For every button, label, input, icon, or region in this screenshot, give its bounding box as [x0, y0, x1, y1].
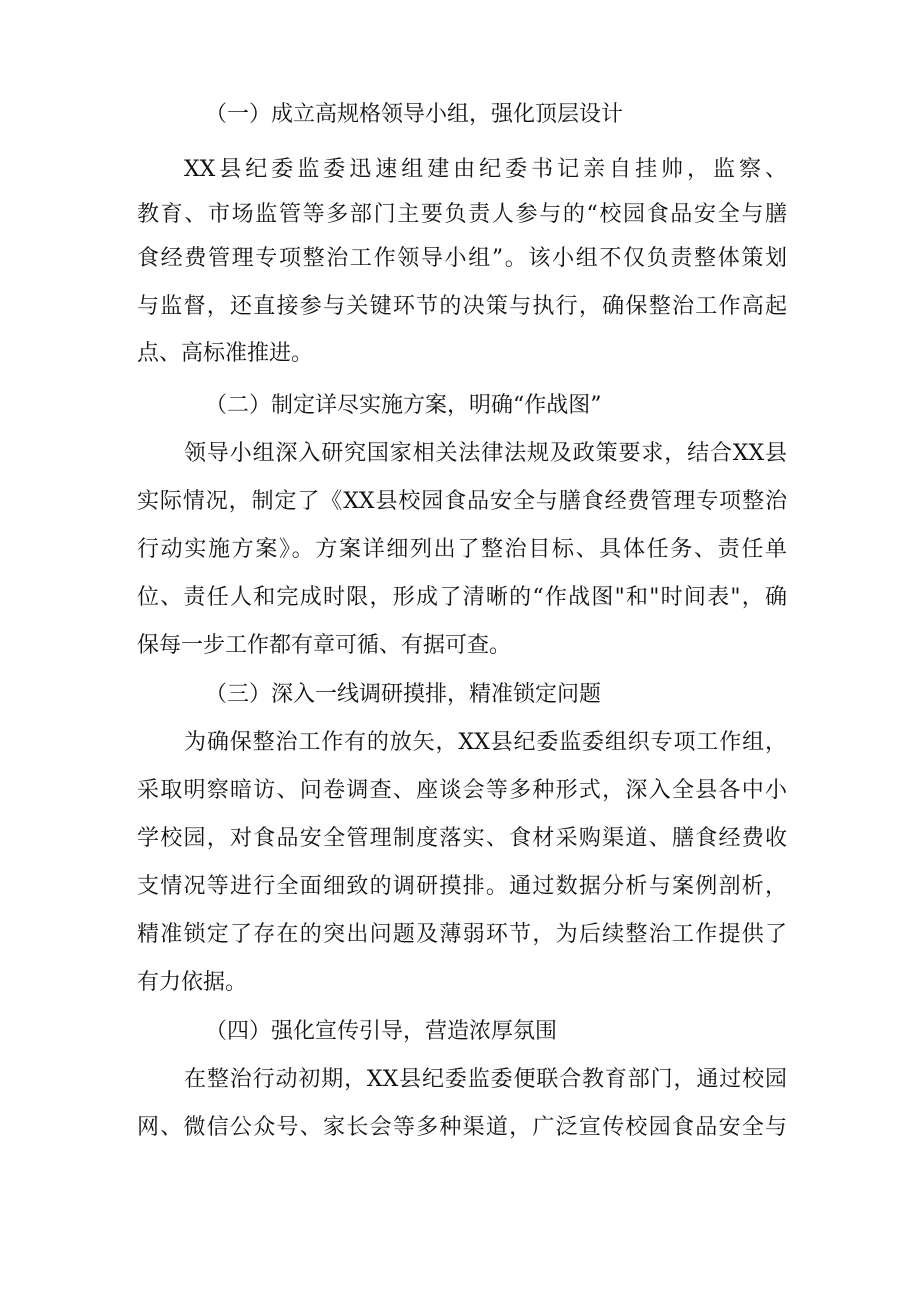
- section-heading-1: （一）成立高规格领导小组，强化顶层设计: [205, 102, 624, 127]
- paragraph-line: 精准锁定了存在的突出问题及薄弱环节，为后续整治工作提供了: [137, 922, 787, 947]
- paragraph-line: 点、高标准推进。: [137, 341, 314, 366]
- paragraph-line: 食经费管理专项整治工作领导小组”。该小组不仅负责整体策划: [137, 246, 787, 271]
- paragraph-line: 采取明察暗访、问卷调查、座谈会等多种形式，深入全县各中小: [137, 778, 787, 803]
- paragraph-line: 教育、市场监管等多部门主要负责人参与的“校园食品安全与膳: [137, 202, 787, 227]
- paragraph-line: 有力依据。: [137, 970, 248, 995]
- section-heading-2: （二）制定详尽实施方案，明确“作战图”: [205, 393, 602, 418]
- section-heading-4: （四）强化宣传引导，营造浓厚氛围: [205, 1019, 558, 1044]
- paragraph-line: 在整治行动初期，XX县纪委监委便联合教育部门，通过校园: [184, 1067, 787, 1092]
- paragraph-line: 学校园，对食品安全管理制度落实、食材采购渠道、膳食经费收: [137, 826, 787, 851]
- paragraph-line: 为确保整治工作有的放矢，XX县纪委监委组织专项工作组，: [184, 730, 787, 755]
- paragraph-line: 领导小组深入研究国家相关法律法规及政策要求，结合XX县: [184, 441, 787, 466]
- paragraph-line: XX县纪委监委迅速组建由纪委书记亲自挂帅，监察、: [184, 157, 787, 182]
- paragraph-line: 实际情况，制定了《XX县校园食品安全与膳食经费管理专项整治: [137, 489, 787, 514]
- paragraph-line: 支情况等进行全面细致的调研摸排。通过数据分析与案例剖析，: [137, 874, 787, 899]
- section-heading-3: （三）深入一线调研摸排，精准锁定问题: [205, 682, 602, 707]
- paragraph-line: 行动实施方案》。方案详细列出了整治目标、具体任务、责任单: [137, 537, 787, 562]
- paragraph-line: 网、微信公众号、家长会等多种渠道，广泛宣传校园食品安全与: [137, 1115, 787, 1140]
- paragraph-line: 保每一步工作都有章可循、有据可查。: [137, 633, 512, 658]
- paragraph-line: 位、责任人和完成时限，形成了清晰的“作战图"和"时间表"，确: [137, 585, 787, 610]
- paragraph-line: 与监督，还直接参与关键环节的决策与执行，确保整治工作高起: [137, 294, 787, 319]
